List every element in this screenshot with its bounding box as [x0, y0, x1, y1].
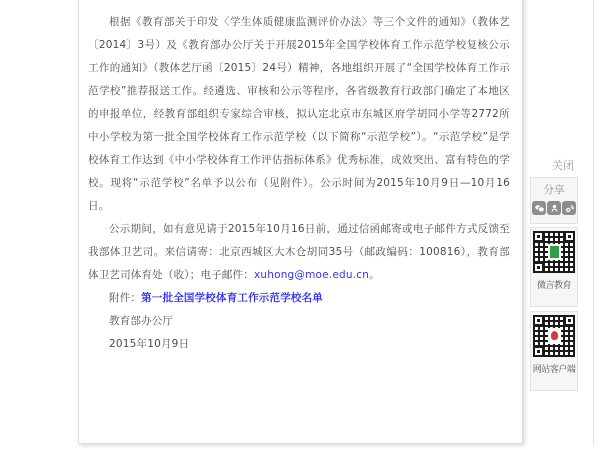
- share-label: 分享: [543, 184, 565, 196]
- attachment-link[interactable]: 第一批全国学校体育工作示范学校名单: [141, 292, 324, 304]
- qr-finder-icon: [564, 231, 575, 242]
- qr-finder-icon: [533, 231, 544, 242]
- sidebar-right-border: [593, 0, 594, 445]
- sina-weibo-share-icon[interactable]: [562, 201, 576, 215]
- document-panel: [78, 0, 523, 444]
- qr-caption: 网站客户端: [532, 365, 576, 375]
- email-link[interactable]: xuhong@moe.edu.cn: [253, 269, 370, 281]
- attachment-row: [88, 287, 510, 310]
- qr-finder-icon: [564, 315, 575, 326]
- qr-center-logo-red-seal: [548, 328, 561, 344]
- qr-finder-icon: [533, 262, 544, 273]
- qr-code-weiyan-jiaoyu: [533, 231, 575, 273]
- qr-panel-weiyan-jiaoyu: [530, 227, 578, 307]
- publish-date: 2015年10月9日: [109, 338, 190, 350]
- tencent-weibo-share-icon[interactable]: [547, 201, 561, 215]
- paragraph-2: [88, 218, 510, 287]
- share-panel: [530, 177, 578, 224]
- qr-finder-icon: [533, 346, 544, 357]
- qr-code-website-client: [533, 315, 575, 357]
- share-icons-row: [531, 201, 577, 215]
- close-link[interactable]: 关闭: [552, 159, 574, 172]
- qr-finder-icon: [533, 315, 544, 326]
- attachment-label: 附件：: [109, 292, 142, 304]
- qr-caption: 微言教育: [536, 281, 571, 291]
- paragraph-1: 根据《教育部关于印发〈学生体质健康监测评价办法〉等三个文件的通知》（教体艺〔2014〕3号）及《教育部办公厅关于开展2015年全国学校体育工作示范学校复核公示工作的通知》（教体艺厅函〔2015〕24号）精神，各地组织开展了“全国学校体育工作示范学校”推荐报送工作。经遴选、审核和公示等程序，各省级教育行政部门确定了本地区的申报单位，经教育部组织专家综合审核，拟认定北京市东城区府学胡同小学等2772所中小学校为第一批全国学校体育工作示范学校（以下简称“示范学校”）。“示范学校”是学校体育工作达到《中小学校体育工作评估指标体系》优秀标准，成效突出、富有特色的学校。现将“示范学校”名单予以公布（见附件）。公示时间为2015年10月9日—10月16日。: [88, 16, 510, 212]
- paragraph-2-suffix: 。: [369, 269, 380, 281]
- wechat-share-icon[interactable]: [532, 201, 546, 215]
- signature: 教育部办公厅: [109, 315, 174, 327]
- qr-center-logo-green: [548, 244, 561, 260]
- paragraph-2-text: 公示期间，如有意见请于2015年10月16日前，通过信函邮寄或电子邮件方式反馈至我部体卫艺司。来信请寄：北京西城区大木仓胡同35号（邮政编码：100816），教育部体卫艺司体育处（收）；电子邮件：: [88, 223, 510, 281]
- qr-panel-website-client: [530, 311, 578, 391]
